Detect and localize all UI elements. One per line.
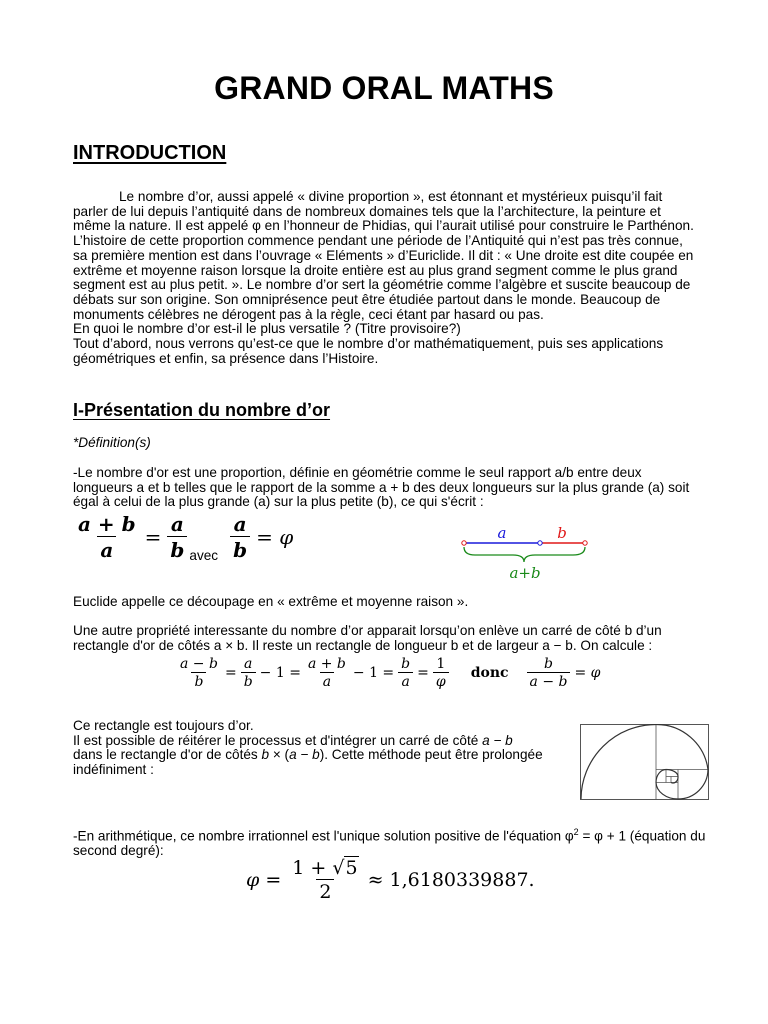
fraction-sum-over-a: [75, 512, 139, 562]
fraction-numerator: b: [544, 656, 553, 672]
fraction-denominator: b: [167, 536, 187, 562]
rectangle-line-2: [73, 734, 568, 749]
text-run: 1 +: [292, 857, 333, 879]
donc-word: donc: [470, 665, 509, 681]
segment-division-point: [538, 541, 542, 545]
equals-phi: = φ: [256, 525, 294, 549]
intro-paragraph-2: En quoi le nombre d’or est-il le plus versatile ? (Titre provisoire?): [73, 321, 461, 337]
rectangle-line-3: [73, 748, 568, 777]
avec-word: avec: [189, 548, 219, 563]
text-run: -En arithmétique, ce nombre irrationnel est l'unique solution positive de l'équation φ: [73, 828, 574, 844]
radicand: 5: [345, 857, 358, 879]
text-run-italic: a − b: [289, 747, 320, 763]
section1-heading: I-Présentation du nombre d’or: [73, 400, 331, 420]
fraction-numerator: a + b: [307, 656, 346, 672]
intro-heading: INTRODUCTION: [73, 142, 227, 164]
superscript: 2: [573, 827, 579, 837]
golden-ratio-definition-equation: [75, 512, 299, 562]
fraction-denominator: b: [241, 672, 256, 690]
text-run: = φ + 1 (équation du second degré):: [73, 828, 706, 859]
segment-endpoint-right: [583, 541, 587, 545]
text-run: × (: [269, 747, 290, 763]
intro-paragraph-1: Le nombre d’or, aussi appelé « divine proportion », est étonnant et mystérieux puisqu’il fait parler de lui depuis l’antiquité dans de nombreux domaines tels que la l’architecture, la peinture et même la nature. Il est appelé φ en l’honneur de Phidias, qui l’aurait utilisé pour construire le Parthénon. L’histoire de cette proportion commence pendant une période de l’Antiquité qui n’est pas très connue, sa première mention est dans l’ouvrage « Eléments » d’Euriclide. Il dit : « Une droite est dite coupée en extrême et moyenne raison lorsque la droite entière est au plus grand segment comme le plus grand segment est au plus petit. ». Le nombre d’or sert la géométrie comme l’algèbre et suscite beaucoup de débats sur son origine. Son omniprésence peut être étudiée partout dans le monde. Beaucoup de monuments célèbres ne dérogent pas à la règle, ceci étant par hasard ou pas.: [73, 189, 694, 322]
text-run: dans le rectangle d'or de côtés: [73, 747, 262, 763]
fraction-denominator: a: [320, 672, 334, 690]
fraction-numerator: a: [243, 656, 253, 672]
fraction-phi: [289, 857, 361, 903]
fraction-denominator: a: [398, 672, 412, 690]
fraction-denominator: φ: [433, 672, 449, 690]
text-run: ). Cette méthode peut être prolongée indéfiniment :: [73, 747, 543, 778]
page-title: GRAND ORAL MATHS: [214, 70, 554, 106]
operator: − 1 =: [259, 665, 301, 681]
label-sum: a+b: [509, 564, 541, 582]
fraction-numerator: 1: [436, 656, 446, 672]
fraction-denominator: 2: [316, 879, 334, 903]
intro-text: [73, 190, 698, 366]
fraction-denominator: b: [230, 536, 250, 562]
sum-brace: [464, 547, 585, 562]
fraction-numerator: a + b: [78, 512, 136, 536]
rectangle-property-equation: [177, 656, 604, 690]
text-run: Il est possible de réitérer le processus et d'intégrer un carré de côté: [73, 732, 483, 748]
property-text: Une autre propriété interessante du nombre d’or apparait lorsqu’on enlève un carré de côté b d’un rectangle d'or de côtés a × b. Il reste un rectangle de longueur b et de largeur a − b. On calcule :: [73, 623, 662, 653]
definition-label: *Définition(s): [73, 435, 151, 450]
text-run-italic: a − b: [482, 732, 513, 748]
euclide-text: Euclide appelle ce découpage en « extrême et moyenne raison ».: [73, 594, 469, 609]
approx-value: ≈ 1,6180339887.: [367, 869, 535, 891]
fraction-numerator: [289, 857, 361, 879]
definition-text: -Le nombre d'or est une proportion, définie en géométrie comme le seul rapport a/b entre deux longueurs a et b telles que le rapport de la somme a + b des deux longueurs sur la plus grande (a) soit égal à celui de la plus grande (a) sur la plus petite (b), ce qui s'écrit :: [73, 465, 690, 510]
rectangle-text: [73, 719, 568, 778]
golden-ratio-value-equation: [246, 857, 541, 903]
golden-spiral-figure: [580, 724, 711, 801]
fraction-denominator: b: [191, 672, 206, 690]
fraction-a-over-b: [167, 512, 187, 562]
fraction-a-over-b-second: [230, 512, 250, 562]
label-b: b: [557, 524, 567, 542]
text-run-italic: b: [261, 747, 270, 763]
operator: =: [224, 665, 237, 681]
fraction-numerator: b: [401, 656, 411, 672]
operator: − 1 =: [352, 665, 395, 681]
square-root: √5: [332, 857, 358, 879]
fraction-numerator: a − b: [180, 656, 218, 672]
operator: =: [417, 665, 429, 681]
fraction-denominator: a − b: [527, 672, 571, 690]
fraction-denominator: a: [97, 536, 116, 562]
rectangle-line-1: Ce rectangle est toujours d’or.: [73, 718, 254, 733]
segment-endpoint-left: [462, 541, 466, 545]
operator: = φ: [574, 665, 601, 681]
segment-division-diagram: [455, 518, 600, 584]
intro-paragraph-3: Tout d’abord, nous verrons qu’est-ce que le nombre d’or mathématiquement, puis ses applications géométriques et enfin, sa présence dans l’Histoire.: [73, 336, 664, 366]
phi-lhs: φ =: [246, 869, 282, 891]
equals-sign: =: [144, 525, 162, 549]
fraction-numerator: a: [170, 512, 184, 536]
fraction-numerator: a: [233, 512, 247, 536]
label-a: a: [497, 524, 507, 542]
arithmetic-text: [73, 825, 713, 859]
